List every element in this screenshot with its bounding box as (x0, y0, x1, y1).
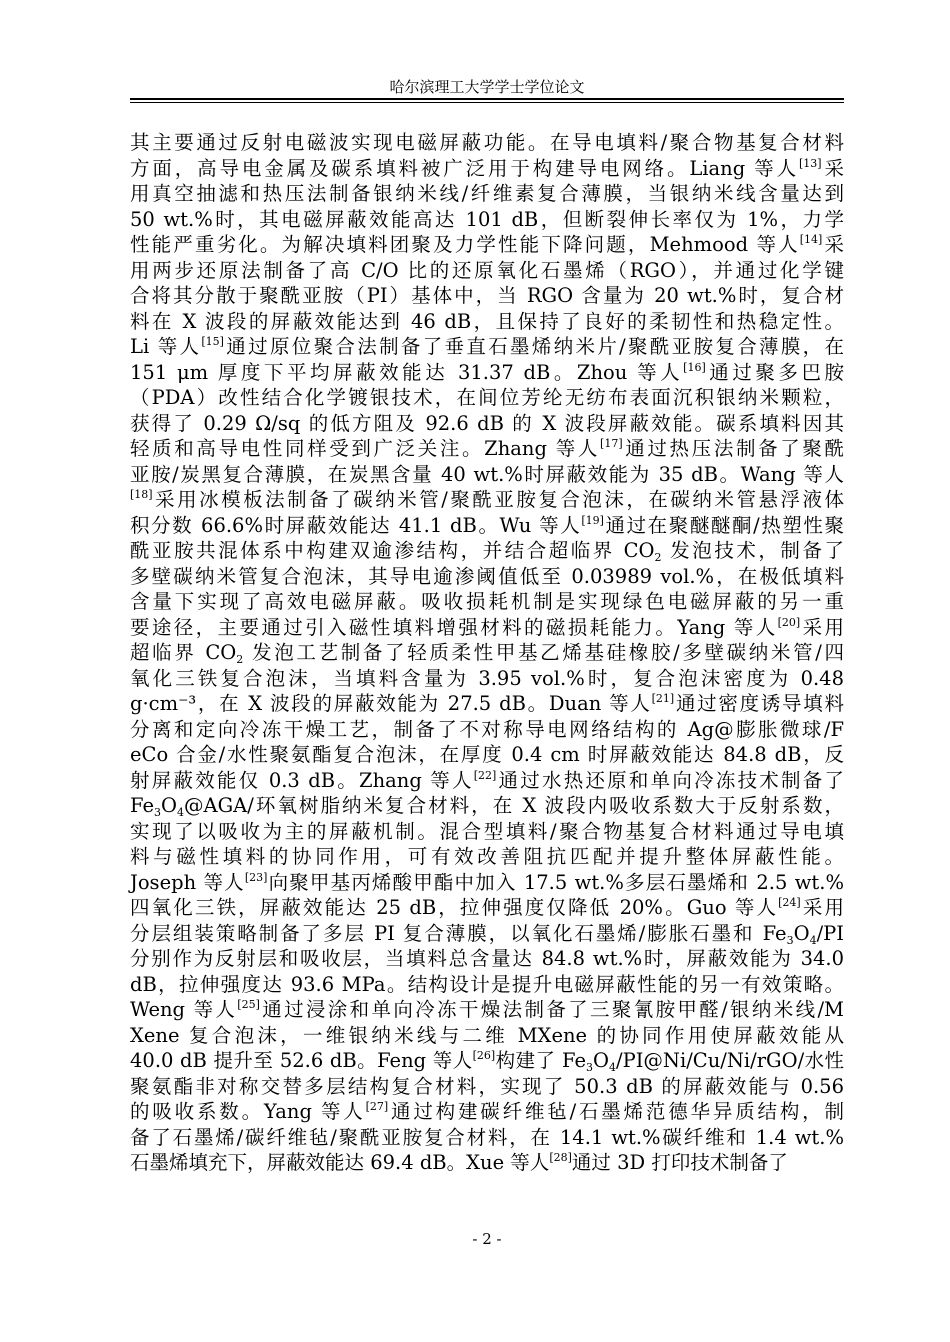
text-run: 合将其分散于聚酰亚胺（PI）基体中，当 RGO 含量为 20 wt.%时，复合材 (130, 284, 844, 307)
citation-ref: [21] (651, 692, 675, 705)
text-run: 多壁碳纳米管复合泡沫，其导电逾渗阈值低至 0.03989 vol.%，在极低填料 (130, 564, 844, 588)
text-run: 向聚甲基丙烯酸甲酯中加入 17.5 wt.%多层石墨烯和 2.5 wt.% (267, 870, 844, 894)
text-run: 分别作为反射层和吸收层，当填料总含量达 84.8 wt.%时，屏蔽效能为 34.0 (130, 947, 844, 970)
text-run: 采用 (800, 896, 844, 919)
text-run: eCo 合金/水性聚氨酯复合泡沫，在厚度 0.4 cm 时屏蔽效能达 84.8 dB，反 (130, 743, 844, 766)
text-run: 采用冰模板法制备了碳纳米管/聚酰亚胺复合泡沫，在碳纳米管悬浮液体 (152, 488, 844, 511)
text-line (130, 640, 844, 666)
text-line (130, 130, 844, 156)
citation-ref: [28] (549, 1151, 572, 1164)
text-run: 发泡工艺制备了轻质柔性甲基乙烯基硅橡胶/多壁碳纳米管/四 (243, 641, 845, 664)
text-run: dB，拉伸强度达 93.6 MPa。结构设计是提升电磁屏蔽性能的另一有效策略。 (130, 972, 844, 996)
text-line (130, 411, 844, 437)
text-line (130, 462, 844, 488)
text-line (130, 360, 844, 386)
text-run: 获得了 0.29 Ω/sq 的低方阻及 92.6 dB 的 X 波段屏蔽效能。碳系填料因其 (130, 411, 844, 435)
text-run: 采 (821, 156, 844, 180)
subscript: 3 (586, 1061, 594, 1074)
text-run: 通过在聚醚醚酮/热塑性聚 (603, 513, 844, 537)
text-run: 通过 3D 打印技术制备了 (571, 1151, 788, 1174)
text-line (130, 844, 844, 870)
citation-ref: [18] (130, 488, 153, 501)
text-run: 通过浸涂和单向冷冻干燥法制备了三聚氰胺甲醛/银纳米线/M (259, 998, 845, 1021)
subscript: 3 (786, 933, 794, 947)
text-run: 采 (822, 233, 844, 256)
text-line (130, 564, 844, 590)
subscript: 3 (154, 806, 162, 819)
text-line (130, 615, 844, 641)
text-line (130, 819, 844, 845)
text-line (130, 385, 844, 411)
text-run: O (161, 794, 178, 817)
text-line (130, 1150, 844, 1176)
text-line (130, 895, 844, 921)
text-line (130, 232, 844, 258)
text-line (130, 1074, 844, 1100)
text-run: /PI (816, 921, 844, 945)
text-line (130, 589, 844, 615)
text-run: 料与磁性填料的协同作用，可有效改善阻抗匹配并提升整体屏蔽性能。 (130, 845, 844, 868)
text-run: O (793, 921, 810, 945)
text-run: 性能严重劣化。为解决填料团聚及力学性能下降问题，Mehmood 等人 (130, 233, 800, 256)
text-run: Xene 复合泡沫，一维银纳米线与二维 MXene 的协同作用使屏蔽效能从 (130, 1023, 844, 1047)
text-run: 发泡技术，制备了 (661, 539, 845, 562)
text-line (130, 436, 844, 462)
subscript: 4 (177, 806, 185, 819)
text-run: 方面，高导电金属及碳系填料被广泛用于构建导电网络。Liang 等人 (130, 156, 800, 180)
text-run: O (593, 1049, 610, 1072)
text-run: 射屏蔽效能仅 0.3 dB。Zhang 等人 (130, 768, 474, 792)
citation-ref: [25] (237, 998, 260, 1011)
subscript: 4 (609, 1061, 617, 1074)
page-number: - 2 - (472, 1230, 502, 1248)
subscript: 2 (236, 653, 244, 666)
text-run: g·cm⁻³，在 X 波段的屏蔽效能为 27.5 dB。Duan 等人 (130, 692, 652, 715)
text-line (130, 1125, 844, 1151)
text-line (130, 666, 844, 692)
text-line (130, 181, 844, 207)
text-run: 酰亚胺共混体系中构建双逾渗结构，并结合超临界 CO (130, 539, 655, 562)
text-run: 通过水热还原和单向冷冻技术制备了 (496, 768, 844, 792)
text-line (130, 538, 844, 564)
text-run: Joseph 等人 (130, 870, 245, 894)
text-run: Weng 等人 (130, 998, 238, 1021)
text-run: 石墨烯填充下，屏蔽效能达 69.4 dB。Xue 等人 (130, 1151, 550, 1174)
text-line (130, 1048, 844, 1074)
citation-ref: [13] (799, 156, 822, 170)
text-run: 含量下实现了高效电磁屏蔽。吸收损耗机制是实现绿色电磁屏蔽的另一重 (130, 590, 844, 613)
text-line (130, 742, 844, 768)
text-run: 其主要通过反射电磁波实现电磁屏蔽功能。在导电填料/聚合物基复合材料 (130, 131, 844, 154)
text-run: 料在 X 波段的屏蔽效能达到 46 dB，且保持了良好的柔韧性和热稳定性。 (130, 309, 844, 333)
text-line (130, 793, 844, 819)
text-run: 亚胺/炭黑复合薄膜，在炭黑含量 40 wt.%时屏蔽效能为 35 dB。Wang 等人 (130, 462, 844, 486)
text-line (130, 487, 844, 513)
citation-ref: [19] (581, 513, 604, 527)
text-run: 50 wt.%时，其电磁屏蔽效能高达 101 dB，但断裂伸长率仅为 1%，力学 (130, 207, 844, 231)
text-line (130, 972, 844, 998)
text-run: 采用 (800, 615, 844, 639)
text-line (130, 997, 844, 1023)
text-line (130, 691, 844, 717)
text-run: 聚氨酯非对称交替多层结构复合材料，实现了 50.3 dB 的屏蔽效能与 0.56 (130, 1074, 844, 1098)
text-run: Li 等人 (130, 335, 202, 358)
text-run: 通过热压法制备了聚酰 (622, 437, 844, 460)
text-run: 要途径，主要通过引入磁性填料增强材料的磁损耗能力。Yang 等人 (130, 615, 778, 639)
subscript: 2 (654, 551, 662, 564)
text-line (130, 207, 844, 233)
text-run: 用两步还原法制备了高 C/O 比的还原氧化石墨烯（RGO），并通过化学键 (130, 258, 844, 282)
citation-ref: [17] (600, 437, 623, 450)
citation-ref: [26] (472, 1049, 496, 1062)
text-run: 通过密度诱导填料 (674, 692, 844, 715)
subscript: 4 (809, 933, 817, 947)
text-line (130, 1023, 844, 1049)
text-line (130, 283, 844, 309)
text-run: @AGA/环氧树脂纳米复合材料，在 X 波段内吸收系数大于反射系数， (184, 794, 844, 817)
text-line (130, 768, 844, 794)
text-run: 151 μm 厚度下平均屏蔽效能达 31.37 dB。Zhou 等人 (130, 360, 684, 384)
text-run: 氧化三铁复合泡沫，当填料含量为 3.95 vol.%时，复合泡沫密度为 0.48 (130, 666, 844, 690)
citation-ref: [15] (201, 335, 224, 348)
text-run: /PI@Ni/Cu/Ni/rGO/水性 (616, 1049, 844, 1072)
text-line (130, 156, 844, 182)
text-line (130, 870, 844, 896)
citation-ref: [20] (777, 615, 801, 629)
body-paragraph (130, 130, 844, 1176)
citation-ref: [14] (799, 233, 823, 246)
text-line (130, 921, 844, 947)
header-rule-thin (130, 102, 844, 103)
text-run: 用真空抽滤和热压法制备银纳米线/纤维素复合薄膜，当银纳米线含量达到 (130, 182, 844, 205)
text-run: 超临界 CO (130, 641, 237, 664)
text-line (130, 334, 844, 360)
text-run: 积分数 66.6%时屏蔽效能达 41.1 dB。Wu 等人 (130, 513, 582, 537)
text-run: 分层组装策略制备了多层 PI 复合薄膜，以氧化石墨烯/膨胀石墨和 Fe (130, 921, 787, 945)
text-run: 实现了以吸收为主的屏蔽机制。混合型填料/聚合物基复合材料通过导电填 (130, 819, 844, 843)
text-run: 通过构建碳纤维毡/石墨烯范德华异质结构，制 (388, 1100, 844, 1123)
citation-ref: [22] (473, 768, 497, 782)
text-line (130, 309, 844, 335)
text-run: 40.0 dB 提升至 52.6 dB。Feng 等人 (130, 1049, 473, 1072)
text-run: Fe (130, 794, 155, 817)
text-line (130, 1099, 844, 1125)
running-header: 哈尔滨理工大学学士学位论文 (389, 78, 585, 96)
header-rule (130, 98, 844, 100)
text-line (130, 717, 844, 743)
citation-ref: [24] (778, 896, 801, 909)
text-run: 构建了 Fe (495, 1049, 587, 1072)
text-line (130, 946, 844, 972)
text-run: 的吸收系数。Yang 等人 (130, 1100, 366, 1123)
citation-ref: [27] (365, 1100, 389, 1113)
text-run: 通过原位聚合法制备了垂直石墨烯纳米片/聚酰亚胺复合薄膜，在 (223, 335, 844, 358)
text-run: 通过聚多巴胺 (705, 360, 844, 384)
citation-ref: [23] (244, 870, 268, 884)
text-run: 四氧化三铁，屏蔽效能达 25 dB，拉伸强度仅降低 20%。Guo 等人 (130, 896, 779, 919)
text-run: （PDA）改性结合化学镀银技术，在间位芳纶无纺布表面沉积银纳米颗粒， (130, 386, 844, 409)
text-line (130, 513, 844, 539)
text-run: 轻质和高导电性同样受到广泛关注。Zhang 等人 (130, 437, 601, 460)
text-line (130, 258, 844, 284)
citation-ref: [16] (683, 360, 706, 374)
text-run: 分离和定向冷冻干燥工艺，制备了不对称导电网络结构的 Ag@膨胀微球/F (130, 717, 844, 741)
text-run: 备了石墨烯/碳纤维毡/聚酰亚胺复合材料，在 14.1 wt.%碳纤维和 1.4 wt.% (130, 1125, 844, 1149)
